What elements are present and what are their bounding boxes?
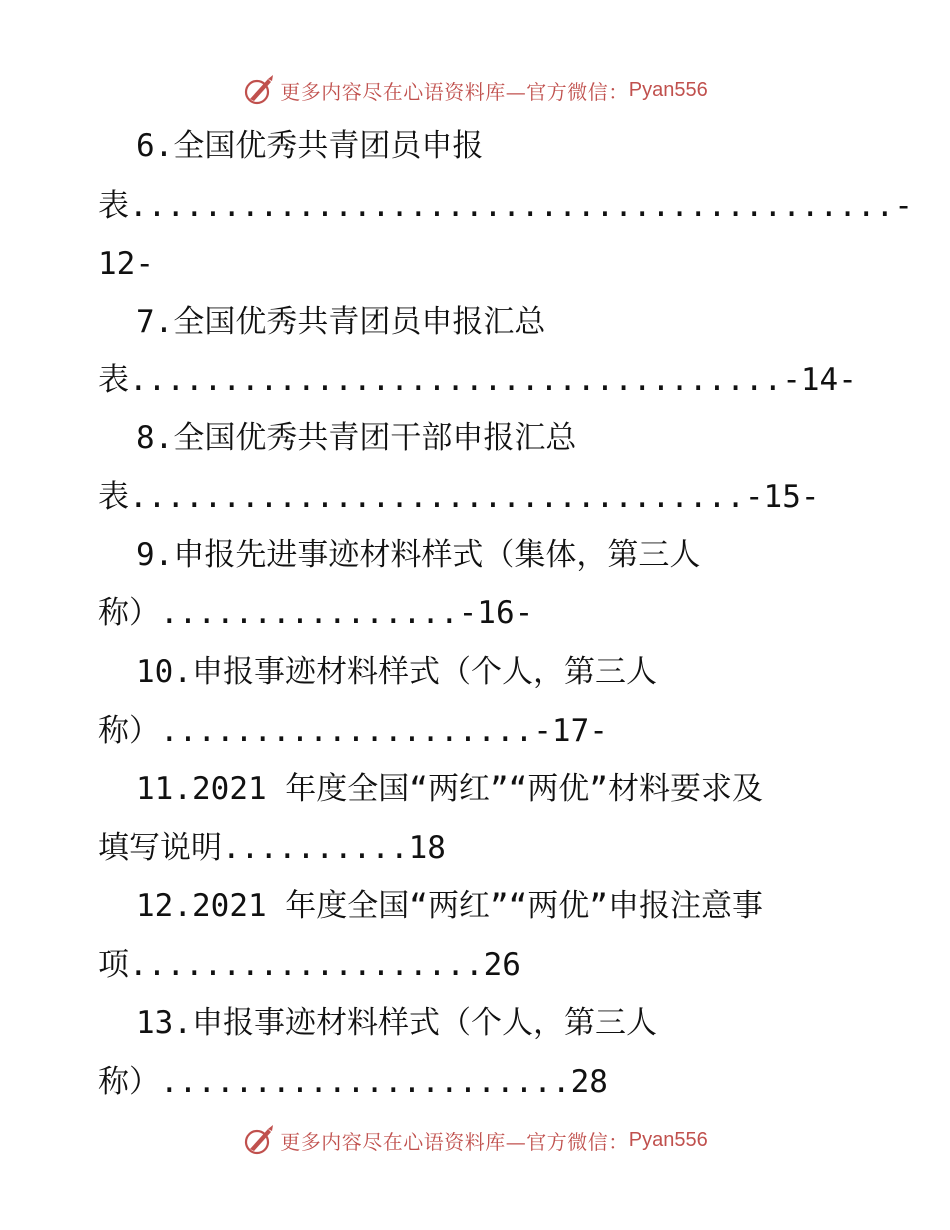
toc-entry-8-title: 8.全国优秀共青团干部申报汇总 [136, 420, 577, 456]
watermark-handle: Pyan556 [628, 78, 708, 101]
toc-entry-11-title: 11.2021 年度全国“两红”“两优”材料要求及 [136, 771, 763, 807]
quill-pen-icon [242, 1123, 276, 1157]
toc-entry-6-tail: 表.........................................- [98, 188, 913, 224]
watermark-text: 更多内容尽在心语资料库—官方微信： [280, 1129, 629, 1154]
toc-entry-9-title: 9.申报先进事迹材料样式（集体，第三人 [136, 537, 701, 573]
watermark-handle: Pyan556 [628, 1128, 708, 1151]
toc-entry-9-tail: 称）................-16- [98, 595, 534, 631]
watermark-header [0, 70, 950, 110]
toc-entry-8-tail: 表.................................-15- [98, 479, 820, 515]
watermark-text: 更多内容尽在心语资料库—官方微信： [280, 79, 629, 104]
toc-entry-11-tail: 填写说明..........18 [98, 830, 446, 866]
quill-pen-icon [242, 73, 276, 107]
toc-entry-13-tail: 称）......................28 [98, 1064, 608, 1100]
toc-entry-7-title: 7.全国优秀共青团员申报汇总 [136, 304, 546, 340]
toc-entry-12-tail: 项...................26 [98, 947, 521, 983]
toc-entry-10-tail: 称）....................-17- [98, 713, 608, 749]
toc-entry-7-tail: 表...................................-14- [98, 362, 857, 398]
toc-entry-10-title: 10.申报事迹材料样式（个人，第三人 [136, 654, 657, 690]
watermark-footer [0, 1120, 950, 1160]
toc-entry-6-title: 6.全国优秀共青团员申报 [136, 128, 484, 164]
toc-entry-13-title: 13.申报事迹材料样式（个人，第三人 [136, 1005, 657, 1041]
toc-entry-12-title: 12.2021 年度全国“两红”“两优”申报注意事 [136, 888, 763, 924]
toc-entry-6-page: 12- [98, 246, 154, 282]
